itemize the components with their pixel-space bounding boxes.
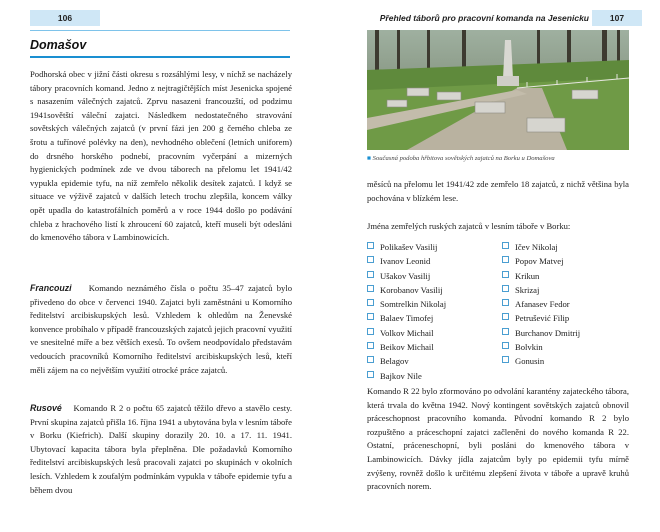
right-page (330, 0, 660, 532)
name-text: Popov Matvej (515, 256, 564, 267)
cemetery-photo (367, 30, 629, 150)
continuation-text: měsíců na přelomu let 1941/42 zde zemřelo 18 zajatců, z nichž většina byla pochována v blízkém lese. (367, 179, 629, 203)
name-list-item (367, 297, 497, 311)
name-text: Beikov Michail (380, 342, 434, 353)
name-text: Burchanov Dmitrij (515, 327, 581, 338)
section-title: Domašov (30, 38, 87, 52)
page-number-left: 106 (30, 10, 100, 26)
name-text: Belagov (380, 356, 409, 367)
names-column-2 (502, 240, 632, 369)
name-text: Petrušević Filip (515, 313, 570, 324)
name-list-item (367, 369, 497, 383)
list-bullet-icon (367, 299, 374, 306)
name-list-item (367, 326, 497, 340)
list-bullet-icon (502, 242, 509, 249)
list-bullet-icon (502, 285, 509, 292)
list-bullet-icon (367, 356, 374, 363)
francouzi-text: Komando neznámého čísla o počtu 35–47 zajatců bylo přivedeno do obce v červenci 1940. Zajatci byli zaměstnáni u Komorního ředitelství arcibiskupských lesů. Vzhledem k ohledům na Ženevské konvence probíhalo v případě francouzských zajatců jejich pracovní využití ve snesitelné míře a bez větších exesů. To ovšem neodpovídalo představám vedoucích pracovníků Komorního ředitelství arcibiskupských lesů, kteří měli zájem na co největším využití otrocké práce zajatců. (30, 283, 293, 375)
name-list-item (502, 340, 632, 354)
name-text: Bajkov Nile (380, 370, 422, 381)
francouzi-subheading: Francouzi (30, 283, 72, 293)
name-list-item (367, 354, 497, 368)
names-column-1 (367, 240, 497, 383)
name-text: Gonusin (515, 356, 545, 367)
name-list-item (502, 297, 632, 311)
cemetery-photo-illustration (367, 30, 629, 150)
name-list-item (367, 283, 497, 297)
closing-paragraph (367, 385, 629, 494)
name-text: Ivanov Leonid (380, 256, 431, 267)
list-bullet-icon (502, 299, 509, 306)
caption-bullet-icon: ■ (367, 155, 371, 162)
name-text: Skrizaj (515, 284, 540, 295)
photo-caption (367, 155, 629, 162)
list-bullet-icon (367, 271, 374, 278)
rusove-paragraph (30, 402, 292, 497)
name-text: Polikašev Vasilij (380, 242, 438, 252)
name-text: Afanasev Fedor (515, 299, 570, 310)
name-text: Volkov Michail (380, 327, 434, 338)
rusove-subheading: Rusové (30, 403, 62, 413)
name-list-item (502, 354, 632, 368)
name-list-item (367, 254, 497, 268)
name-list-item (367, 269, 497, 283)
section-title-underline (30, 56, 290, 58)
list-bullet-icon (367, 342, 374, 349)
francouzi-paragraph (30, 282, 292, 377)
running-header: Přehled táborů pro pracovní komanda na Jesenicku (379, 13, 589, 23)
name-text: Korobanov Vasilij (380, 284, 443, 295)
list-bullet-icon (502, 271, 509, 278)
names-intro-text: Jména zemřelých ruských zajatců v lesním táboře v Borku: (367, 221, 571, 231)
list-bullet-icon (502, 328, 509, 335)
list-bullet-icon (367, 313, 374, 320)
list-bullet-icon (502, 356, 509, 363)
name-text: Krikun (515, 270, 540, 281)
list-bullet-icon (502, 313, 509, 320)
list-bullet-icon (367, 256, 374, 263)
name-list-item (502, 254, 632, 268)
name-list-item (367, 311, 497, 325)
list-bullet-icon (367, 371, 374, 378)
page-number-right: 107 (592, 10, 642, 26)
header-rule-left (30, 30, 290, 31)
name-list-item (502, 269, 632, 283)
name-text: Ičev Nikolaj (515, 242, 558, 252)
intro-text: Podhorská obec v jižní části okresu s rozsáhlými lesy, v níchž se nacházely tábory pracovních komand. Jedno z nejtragičtějších míst Jesenicka spojené s nasazením válečných zajatců. Zprvu nasazeni francouzští, od podzimu 1941sovětští váleční zajatci. Následkem nedostatečného stravování sovětských válečných zajatců (v první fázi jen 200 g černého chleba ze šrotu a tuřínové polévky na den), nevhodného oblečení (letních uniforem) do drsného horského podnebí, pracovním vyčerpání a mizerných hygienických podmínek zde ve dvou táborech na přelomu let 1941/42 vypukla epidemie tyfu, na níž zemřelo několik desítek zajatců. I když se situace ve výživě zajatců v dalších letech trochu zlepšila, koncem války opět upadla do katastrofálních poměrů a v roce 1944 došlo po podávání chleba z hrachového listí k zhroucení 60 zajatců, kteří museli být odesláni do kmenového tábora v Lambinowicích. (30, 69, 292, 243)
name-text: Bolvkin (515, 342, 543, 353)
closing-text: Komando R 22 bylo zformováno po odvolání karantény zajateckého tábora, která trvala do května 1942. Nový kontingent sovětských zajatců obnovil práceschopnost pracovního komanda. Původní komando R 2 bylo rozpuštěno a práceschopní zajatci začleněni do nového komanda R 22. Ostatní, práceneschopní, byli posláni do kmenového tábora v Lambinowicích. Dávky jídla zajatcům byly po epidemii tyfu mírně zvýšeny, rovněž došlo k určitému zlepšení života v táboře a upravě kruhů pracovních norem. (367, 386, 629, 492)
name-text: Balaev Timofej (380, 313, 434, 324)
name-list-item (502, 311, 632, 325)
rusove-text: Komando R 2 o počtu 65 zajatců těžilo dřevo a stavělo cesty. První skupina zajatců přišla 16. října 1941 a ubytována byla v lesním táboře v Borku (Kiefrich). Další skupiny dorazily 20. 10. a 17. 11. 1941. Ubytovací kapacita tábora byla přeplněna. Dle požadavků Komorního ředitelství arcibiskupských lesů pracovali zajatci po skupinách v okolních lesích. Vzhledem k zoufalým podmínkám vypukla v táboře epidemie tyfu a během dvou (30, 403, 292, 495)
list-bullet-icon (502, 256, 509, 263)
name-list-item (502, 283, 632, 297)
name-list-item (367, 240, 497, 254)
intro-paragraph (30, 68, 292, 245)
list-bullet-icon (367, 285, 374, 292)
names-intro (367, 220, 629, 234)
list-bullet-icon (502, 342, 509, 349)
name-list-item (367, 340, 497, 354)
name-list-item (502, 326, 632, 340)
list-bullet-icon (367, 328, 374, 335)
caption-text: Současná podoba hřbitova sovětských zajatců na Borku u Domašova (372, 155, 555, 162)
list-bullet-icon (367, 242, 374, 249)
name-text: Ušakov Vasilij (380, 270, 431, 281)
name-text: Somtrelkin Nikolaj (380, 299, 447, 310)
continuation-paragraph (367, 178, 629, 205)
name-list-item (502, 240, 632, 254)
